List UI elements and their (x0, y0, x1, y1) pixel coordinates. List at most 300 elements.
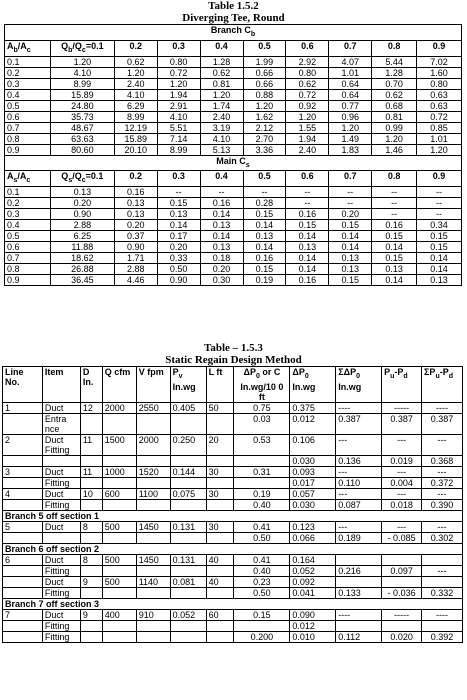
static-regain-cell: 500 (102, 554, 136, 565)
main-cell: 0.16 (286, 275, 329, 286)
main-cell: 0.13 (372, 264, 417, 275)
static-regain-cell (80, 477, 102, 488)
branch-cell: 0.64 (329, 89, 372, 100)
static-regain-cell: Duct (42, 576, 80, 587)
branch-cell: 48.67 (50, 122, 114, 133)
static-regain-cell (102, 620, 136, 631)
main-cell: 0.90 (114, 242, 157, 253)
main-cell: -- (200, 187, 243, 198)
static-regain-cell: 0.75 (234, 402, 290, 413)
static-regain-cell: Fitting (42, 477, 80, 488)
main-cell: -- (286, 187, 329, 198)
main-cell: 0.33 (157, 253, 200, 264)
branch-header-ratio (5, 40, 51, 56)
main-cell: 0.4 (5, 220, 51, 231)
static-regain-cell: 20 (206, 434, 234, 455)
static-regain-cell: Duct (42, 488, 80, 499)
static-regain-cell: 1450 (136, 554, 170, 565)
branch-cell: 12.19 (114, 122, 157, 133)
static-regain-cell: 0.41 (234, 521, 290, 532)
static-regain-cell (102, 413, 136, 434)
main-cell: 2.88 (50, 220, 114, 231)
static-regain-cell: 8 (80, 521, 102, 532)
branch-cell: 8.99 (50, 78, 114, 89)
static-regain-cell (382, 554, 422, 565)
branch-header-ratio-sub2: c (26, 46, 31, 54)
static-regain-cell: 1140 (136, 576, 170, 587)
table1-title: Table 1.5.2 (208, 0, 259, 12)
branch-header-col: 0.3 (157, 40, 200, 56)
branch-header-q-sub2: c (81, 46, 86, 54)
static-regain-cell (422, 576, 463, 587)
static-regain-cell: --- (382, 488, 422, 499)
static-regain-cell (170, 631, 206, 642)
static-regain-cell: 4 (3, 488, 43, 499)
static-regain-cell (170, 413, 206, 434)
static-regain-cell: 40 (206, 576, 234, 587)
static-regain-cell: 0.50 (234, 587, 290, 598)
header-q-q: Q cfm (104, 367, 131, 378)
static-regain-cell: 0.093 (290, 466, 336, 477)
branch-cell: 1.20 (243, 100, 286, 111)
branch-cell: 0.85 (417, 122, 462, 133)
main-cell: 0.1 (5, 187, 51, 198)
header-sum-dp0-sdp0_unit: In.wg (338, 381, 362, 392)
static-regain-cell (136, 499, 170, 510)
branch-cell: 3.19 (200, 122, 243, 133)
header-l-l: L ft (208, 367, 223, 378)
branch-cell: 4.10 (157, 111, 200, 122)
static-regain-row (3, 565, 463, 576)
static-regain-row (3, 434, 463, 455)
branch-cell: 0.70 (372, 78, 417, 89)
static-regain-cell (170, 620, 206, 631)
static-regain-cell: Fitting (42, 620, 80, 631)
main-row (5, 242, 462, 253)
static-regain-cell (3, 413, 43, 434)
static-regain-cell (336, 554, 382, 565)
main-cell: 0.14 (286, 253, 329, 264)
main-header-col: 0.9 (417, 171, 462, 187)
header-sum-dp0-sdp0_sub: 0 (356, 372, 361, 380)
header-dp0-dp0_sub: 0 (304, 372, 309, 380)
main-header-q-suffix: =0.1 (85, 171, 104, 182)
static-regain-cell: 0.216 (336, 565, 382, 576)
static-regain-cell (80, 620, 102, 631)
main-cell: 0.90 (157, 275, 200, 286)
main-section-heading-label: Main C (216, 155, 246, 166)
static-regain-cell: 0.23 (234, 576, 290, 587)
branch-header-q-mid: /Q (72, 40, 82, 51)
main-cell: 0.13 (157, 209, 200, 220)
static-regain-cell (234, 455, 290, 466)
header-line (3, 367, 43, 403)
branch-cell: 1.20 (329, 122, 372, 133)
branch-header (5, 40, 462, 56)
branch-cell: 1.20 (200, 89, 243, 100)
branch-cell: 1.20 (50, 56, 114, 67)
static-regain-cell: 0.131 (170, 554, 206, 565)
static-regain-cell (3, 587, 43, 598)
static-regain-cell: 0.19 (234, 488, 290, 499)
main-cell: -- (372, 209, 417, 220)
static-regain-cell: --- (336, 488, 382, 499)
branch-cell: 15.89 (50, 89, 114, 100)
static-regain-cell: --- (422, 466, 463, 477)
static-regain-cell: 0.092 (290, 576, 336, 587)
header-v-v: V fpm (138, 367, 164, 378)
static-regain-cell: Duct Fitting (42, 434, 80, 455)
main-cell: 0.14 (329, 231, 372, 242)
static-regain-cell (206, 620, 234, 631)
main-cell: 0.6 (5, 242, 51, 253)
main-cell: 0.19 (243, 275, 286, 286)
static-regain-cell (170, 532, 206, 543)
static-regain-cell: - 0.036 (382, 587, 422, 598)
main-cell: 0.20 (329, 209, 372, 220)
static-regain-cell: 0.041 (290, 587, 336, 598)
static-regain-cell (336, 620, 382, 631)
static-regain-cell: Fitting (42, 587, 80, 598)
static-regain-cell (102, 631, 136, 642)
branch-cell: 5.51 (157, 122, 200, 133)
main-cell: 0.15 (329, 220, 372, 231)
static-regain-cell: 0.387 (422, 413, 463, 434)
static-regain-cell (80, 455, 102, 466)
static-regain-cell: --- (422, 488, 463, 499)
static-regain-cell: 1000 (102, 466, 136, 477)
branch-cell: 1.20 (286, 111, 329, 122)
static-regain-cell (80, 413, 102, 434)
branch-cell: 2.40 (114, 78, 157, 89)
branch-header-col: 0.4 (200, 40, 243, 56)
branch-section-heading (5, 25, 462, 41)
static-regain-row (3, 532, 463, 543)
static-regain-cell: --- (336, 434, 382, 455)
branch-cell: 0.72 (286, 89, 329, 100)
header-sum-pu-pd-spu: ΣP (424, 367, 436, 378)
branch-cell: 1.46 (372, 144, 417, 155)
static-regain-cell: --- (422, 434, 463, 455)
header-pu-pd (382, 367, 422, 403)
static-regain-cell: 0.123 (290, 521, 336, 532)
branch-cell: 0.64 (329, 78, 372, 89)
static-regain-cell (3, 477, 43, 488)
static-regain-cell (3, 620, 43, 631)
static-regain-cell (3, 576, 43, 587)
main-cell: 0.13 (417, 275, 462, 286)
main-cell: 0.14 (329, 242, 372, 253)
branch-group-label: Branch 7 off section 3 (3, 598, 463, 609)
header-pv-pv_unit: In.wg (172, 381, 196, 392)
main-cell: -- (417, 187, 462, 198)
static-regain-cell (102, 499, 136, 510)
branch-cell: 0.2 (5, 67, 51, 78)
branch-cell: 0.81 (372, 111, 417, 122)
static-regain-cell (206, 587, 234, 598)
branch-cell: 0.80 (417, 78, 462, 89)
branch-cell: 1.20 (157, 78, 200, 89)
main-cell: 26.88 (50, 264, 114, 275)
main-header-col: 0.8 (372, 171, 417, 187)
branch-cell: 2.40 (286, 144, 329, 155)
main-cell: 0.16 (200, 198, 243, 209)
main-cell: 0.20 (114, 220, 157, 231)
header-sum-pu-pd (422, 367, 463, 403)
branch-cell: 1.01 (417, 133, 462, 144)
static-regain-cell: 0.03 (234, 413, 290, 434)
static-regain-cell: 0.112 (336, 631, 382, 642)
static-regain-cell: 0.390 (422, 499, 463, 510)
branch-header-col: 0.6 (286, 40, 329, 56)
main-header-q-sub2: c (81, 177, 86, 185)
branch-cell: 1.99 (243, 56, 286, 67)
static-regain-cell: 0.090 (290, 609, 336, 620)
branch-cell: 0.66 (243, 67, 286, 78)
static-regain-cell (382, 576, 422, 587)
static-regain-cell: 0.387 (382, 413, 422, 434)
static-regain-cell: 0.066 (290, 532, 336, 543)
static-regain-cell (80, 631, 102, 642)
branch-cell: 1.94 (286, 133, 329, 144)
main-cell: 0.15 (329, 275, 372, 286)
branch-header-ratio-a: A (7, 40, 14, 51)
header-dp-or-c-dp_or_c_sub: 0 (255, 372, 260, 380)
static-regain-cell: 0.052 (290, 565, 336, 576)
static-regain-cell: 500 (102, 576, 136, 587)
static-regain-cell: 0.097 (382, 565, 422, 576)
static-regain-cell: 2 (3, 434, 43, 455)
static-regain-row (3, 402, 463, 413)
branch-cell: 0.6 (5, 111, 51, 122)
main-cell: 0.13 (50, 187, 114, 198)
table2-title: Table – 1.5.3 (204, 342, 263, 355)
static-regain-cell (136, 455, 170, 466)
static-regain-cell (206, 455, 234, 466)
main-cell: 0.9 (5, 275, 51, 286)
branch-cell: 5.13 (200, 144, 243, 155)
main-cell: 0.14 (372, 242, 417, 253)
header-pu-pd-pu_pd_sub1: u (390, 372, 395, 380)
static-regain-cell: 40 (206, 554, 234, 565)
branch-cell: 0.8 (5, 133, 51, 144)
header-pu-pd-pu_pd_sub2: d (403, 372, 408, 380)
main-cell: 0.18 (200, 253, 243, 264)
static-regain-cell: --- (382, 434, 422, 455)
static-regain-cell (42, 455, 80, 466)
branch-cell: 3.36 (243, 144, 286, 155)
main-cell: 0.15 (417, 231, 462, 242)
main-cell: 0.14 (286, 231, 329, 242)
main-header-col: 0.2 (114, 171, 157, 187)
branch-header-col: 0.2 (114, 40, 157, 56)
header-line-line: Line No. (5, 367, 24, 388)
static-regain-cell: Fitting (42, 631, 80, 642)
static-regain-cell (42, 532, 80, 543)
header-sum-dp0 (336, 367, 382, 403)
main-cell: 0.30 (200, 275, 243, 286)
static-regain-row (3, 576, 463, 587)
branch-cell: 0.68 (372, 100, 417, 111)
branch-cell: 15.89 (114, 133, 157, 144)
main-cell: 0.17 (157, 231, 200, 242)
branch-header-q-prefix: Q (61, 40, 69, 51)
static-regain-cell: 0.15 (234, 609, 290, 620)
static-regain-cell: 50 (206, 402, 234, 413)
table1-subtitle: Diverging Tee, Round (182, 12, 285, 24)
static-regain-cell: 30 (206, 521, 234, 532)
static-regain-cell: 7 (3, 609, 43, 620)
main-cell: 0.15 (243, 264, 286, 275)
branch-cell: 0.80 (286, 67, 329, 78)
main-cell: 0.16 (286, 209, 329, 220)
static-regain-cell: --- (422, 521, 463, 532)
branch-header-q (50, 40, 114, 56)
main-row (5, 275, 462, 286)
main-header-col: 0.3 (157, 171, 200, 187)
static-regain-cell: 0.40 (234, 565, 290, 576)
static-regain-cell: Duct (42, 609, 80, 620)
branch-cell: 0.4 (5, 89, 51, 100)
static-regain-cell (136, 565, 170, 576)
branch-header-col: 0.8 (372, 40, 417, 56)
branch-cell: 0.62 (286, 78, 329, 89)
static-regain-row (3, 499, 463, 510)
main-cell: 0.28 (243, 198, 286, 209)
static-regain-cell: 400 (102, 609, 136, 620)
static-regain-cell (206, 565, 234, 576)
static-regain-cell (3, 532, 43, 543)
header-v (136, 367, 170, 403)
main-header-q-sub1: s (68, 177, 73, 185)
static-regain-cell: 1520 (136, 466, 170, 477)
main-header-col: 0.6 (286, 171, 329, 187)
static-regain-cell: 0.144 (170, 466, 206, 477)
static-regain-cell: --- (382, 466, 422, 477)
static-regain-cell: 0.018 (382, 499, 422, 510)
static-regain-row (3, 455, 463, 466)
header-d-d: D In. (82, 367, 94, 388)
main-row (5, 187, 462, 198)
branch-cell: 1.83 (329, 144, 372, 155)
branch-row (5, 78, 462, 89)
main-header (5, 171, 462, 187)
branch-cell: 0.3 (5, 78, 51, 89)
main-cell: 0.3 (5, 209, 51, 220)
header-dp-or-c-dp_or_c_rest: or C In.wg/10 0 ft (240, 367, 284, 402)
main-header-col: 0.5 (243, 171, 286, 187)
static-regain-cell: 0.012 (290, 413, 336, 434)
static-regain-cell: ---- (422, 402, 463, 413)
static-regain-row (3, 631, 463, 642)
branch-cell: 1.20 (417, 144, 462, 155)
branch-cell: 0.62 (372, 89, 417, 100)
static-regain-cell: 0.133 (336, 587, 382, 598)
branch-cell: 1.20 (372, 133, 417, 144)
static-regain-cell (422, 620, 463, 631)
static-regain-cell: 2000 (102, 402, 136, 413)
static-regain-cell: 6 (3, 554, 43, 565)
main-cell: 0.14 (200, 209, 243, 220)
static-regain-cell (102, 455, 136, 466)
static-regain-row (3, 620, 463, 631)
main-header-col: 0.7 (329, 171, 372, 187)
header-pv-pv_sub: v (178, 372, 183, 380)
main-cell: -- (243, 187, 286, 198)
static-regain-cell: Duct (42, 554, 80, 565)
header-sum-dp0-sdp0: ΣΔP (338, 367, 357, 378)
branch-cell: 1.20 (114, 67, 157, 78)
branch-cell: 2.91 (157, 100, 200, 111)
branch-row (5, 133, 462, 144)
branch-cell: 2.70 (243, 133, 286, 144)
static-regain-cell: 500 (102, 521, 136, 532)
static-regain-cell (206, 631, 234, 642)
static-regain-cell: 12 (80, 402, 102, 413)
branch-cell: 5.44 (372, 56, 417, 67)
main-cell: 0.7 (5, 253, 51, 264)
static-regain-row (3, 466, 463, 477)
static-regain-cell: 0.030 (290, 455, 336, 466)
branch-cell: 0.72 (157, 67, 200, 78)
main-header-col: 0.4 (200, 171, 243, 187)
branch-cell: 0.96 (329, 111, 372, 122)
main-cell: 0.15 (372, 253, 417, 264)
main-row (5, 209, 462, 220)
main-header-q-prefix: Q (61, 171, 69, 182)
static-regain-cell: ----- (382, 402, 422, 413)
main-row (5, 220, 462, 231)
static-regain-cell: 0.019 (382, 455, 422, 466)
static-regain-cell (136, 620, 170, 631)
branch-cell: 63.63 (50, 133, 114, 144)
static-regain-cell: --- (336, 521, 382, 532)
main-cell: 0.15 (417, 242, 462, 253)
static-regain-cell (102, 477, 136, 488)
static-regain-cell: Entra nce (42, 413, 80, 434)
static-regain-table (2, 366, 463, 643)
static-regain-cell: 0.368 (422, 455, 463, 466)
branch-cell: 7.02 (417, 56, 462, 67)
static-regain-cell: 0.010 (290, 631, 336, 642)
static-regain-row (3, 587, 463, 598)
main-cell: -- (286, 198, 329, 209)
static-regain-cell: 0.087 (336, 499, 382, 510)
header-sum-pu-pd-spu_sub1: u (435, 372, 440, 380)
main-header-q-mid: /Q (72, 171, 82, 182)
static-regain-cell: 0.31 (234, 466, 290, 477)
static-regain-cell: 10 (80, 488, 102, 499)
main-cell: 0.15 (286, 220, 329, 231)
static-regain-cell (170, 499, 206, 510)
main-cell: -- (372, 198, 417, 209)
static-regain-cell: 2000 (136, 434, 170, 455)
static-regain-cell: 30 (206, 488, 234, 499)
static-regain-cell: --- (422, 565, 463, 576)
main-cell: 0.8 (5, 264, 51, 275)
static-regain-cell: 1450 (136, 521, 170, 532)
branch-cell: 0.63 (417, 89, 462, 100)
static-regain-cell: --- (382, 521, 422, 532)
main-cell: 0.37 (114, 231, 157, 242)
branch-cell: 4.10 (50, 67, 114, 78)
branch-cell: 0.7 (5, 122, 51, 133)
static-regain-cell (382, 620, 422, 631)
header-pv (170, 367, 206, 403)
main-cell: 0.20 (200, 264, 243, 275)
static-regain-cell (80, 532, 102, 543)
branch-cell: 24.80 (50, 100, 114, 111)
